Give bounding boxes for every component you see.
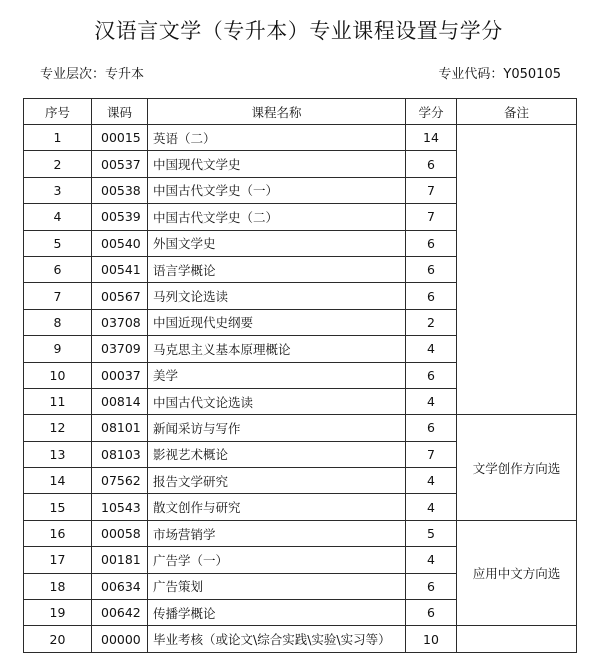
row-note [457,283,577,309]
row-credit: 4 [406,388,457,414]
row-index: 10 [24,362,92,388]
row-index: 15 [24,494,92,520]
row-credit: 7 [406,204,457,230]
row-course-name: 中国古代文论选读 [148,388,406,414]
row-credit: 6 [406,415,457,441]
row-credit: 5 [406,520,457,546]
table-row [24,388,577,414]
row-credit: 2 [406,309,457,335]
row-course-code: 00000 [92,626,148,652]
row-index: 9 [24,336,92,362]
row-credit: 7 [406,177,457,203]
row-note [457,336,577,362]
row-credit: 6 [406,151,457,177]
row-course-code: 00567 [92,283,148,309]
row-credit: 6 [406,283,457,309]
row-course-code: 00642 [92,600,148,626]
row-credit: 6 [406,230,457,256]
row-course-code: 00539 [92,204,148,230]
row-course-code: 00540 [92,230,148,256]
row-credit: 6 [406,600,457,626]
header-course-name: 课程名称 [148,99,406,125]
table-row [24,283,577,309]
row-credit: 6 [406,256,457,282]
row-credit: 6 [406,573,457,599]
row-index: 1 [24,125,92,151]
row-course-code: 10543 [92,494,148,520]
row-course-name: 传播学概论 [148,600,406,626]
header-code: 课码 [92,99,148,125]
note-applied-chinese: 应用中文方向选 [457,520,577,626]
row-index: 16 [24,520,92,546]
row-course-code: 08103 [92,441,148,467]
table-row [24,309,577,335]
row-course-name: 中国近现代史纲要 [148,309,406,335]
row-note [457,125,577,151]
table-row [24,362,577,388]
row-course-code: 08101 [92,415,148,441]
row-index: 20 [24,626,92,652]
row-index: 18 [24,573,92,599]
row-index: 13 [24,441,92,467]
page-title: 汉语言文学（专升本）专业课程设置与学分 [94,19,503,43]
row-course-name: 市场营销学 [148,520,406,546]
table-row [24,415,577,441]
row-note [457,204,577,230]
row-course-code: 00537 [92,151,148,177]
row-course-name: 马列文论选读 [148,283,406,309]
row-course-code: 00541 [92,256,148,282]
table-row [24,151,577,177]
row-index: 2 [24,151,92,177]
major-code: 专业代码：Y050105 [438,67,561,82]
row-credit: 10 [406,626,457,652]
row-course-name: 中国古代文学史（一） [148,177,406,203]
row-index: 7 [24,283,92,309]
row-index: 5 [24,230,92,256]
note-literary-creation: 文学创作方向选 [457,415,577,521]
row-note [457,256,577,282]
row-index: 4 [24,204,92,230]
row-credit: 6 [406,362,457,388]
table-row [24,256,577,282]
table-row [24,230,577,256]
row-course-code: 00634 [92,573,148,599]
row-course-name: 毕业考核（或论文\综合实践\实验\实习等） [148,626,406,652]
row-course-name: 英语（二） [148,125,406,151]
row-course-name: 新闻采访与写作 [148,415,406,441]
row-course-name: 外国文学史 [148,230,406,256]
table-header-row [24,99,577,125]
row-note [457,626,577,652]
row-course-name: 语言学概论 [148,256,406,282]
row-note [457,362,577,388]
row-index: 3 [24,177,92,203]
row-note [457,151,577,177]
row-course-code: 00015 [92,125,148,151]
row-course-code: 00814 [92,388,148,414]
table-row [24,177,577,203]
row-credit: 14 [406,125,457,151]
row-credit: 4 [406,494,457,520]
row-credit: 7 [406,441,457,467]
row-course-name: 广告学（一） [148,547,406,573]
row-index: 14 [24,468,92,494]
row-course-code: 03708 [92,309,148,335]
row-index: 12 [24,415,92,441]
row-course-code: 03709 [92,336,148,362]
row-course-name: 美学 [148,362,406,388]
row-index: 6 [24,256,92,282]
row-course-code: 07562 [92,468,148,494]
row-note [457,388,577,414]
row-course-name: 广告策划 [148,573,406,599]
row-credit: 4 [406,547,457,573]
header-credit: 学分 [406,99,457,125]
row-course-code: 00058 [92,520,148,546]
row-index: 17 [24,547,92,573]
row-index: 19 [24,600,92,626]
header-note: 备注 [457,99,577,125]
row-course-code: 00538 [92,177,148,203]
row-note [457,309,577,335]
row-course-name: 中国古代文学史（二） [148,204,406,230]
row-course-code: 00181 [92,547,148,573]
row-course-name: 报告文学研究 [148,468,406,494]
row-course-name: 影视艺术概论 [148,441,406,467]
table-row [24,125,577,151]
header-index: 序号 [24,99,92,125]
row-credit: 4 [406,468,457,494]
course-table [23,98,577,653]
row-course-name: 散文创作与研究 [148,494,406,520]
row-index: 8 [24,309,92,335]
table-row [24,626,577,652]
table-row [24,204,577,230]
row-note [457,177,577,203]
row-index: 11 [24,388,92,414]
major-level: 专业层次：专升本 [40,67,145,82]
table-row [24,520,577,546]
row-course-code: 00037 [92,362,148,388]
row-course-name: 马克思主义基本原理概论 [148,336,406,362]
row-course-name: 中国现代文学史 [148,151,406,177]
table-row [24,336,577,362]
row-note [457,230,577,256]
row-credit: 4 [406,336,457,362]
